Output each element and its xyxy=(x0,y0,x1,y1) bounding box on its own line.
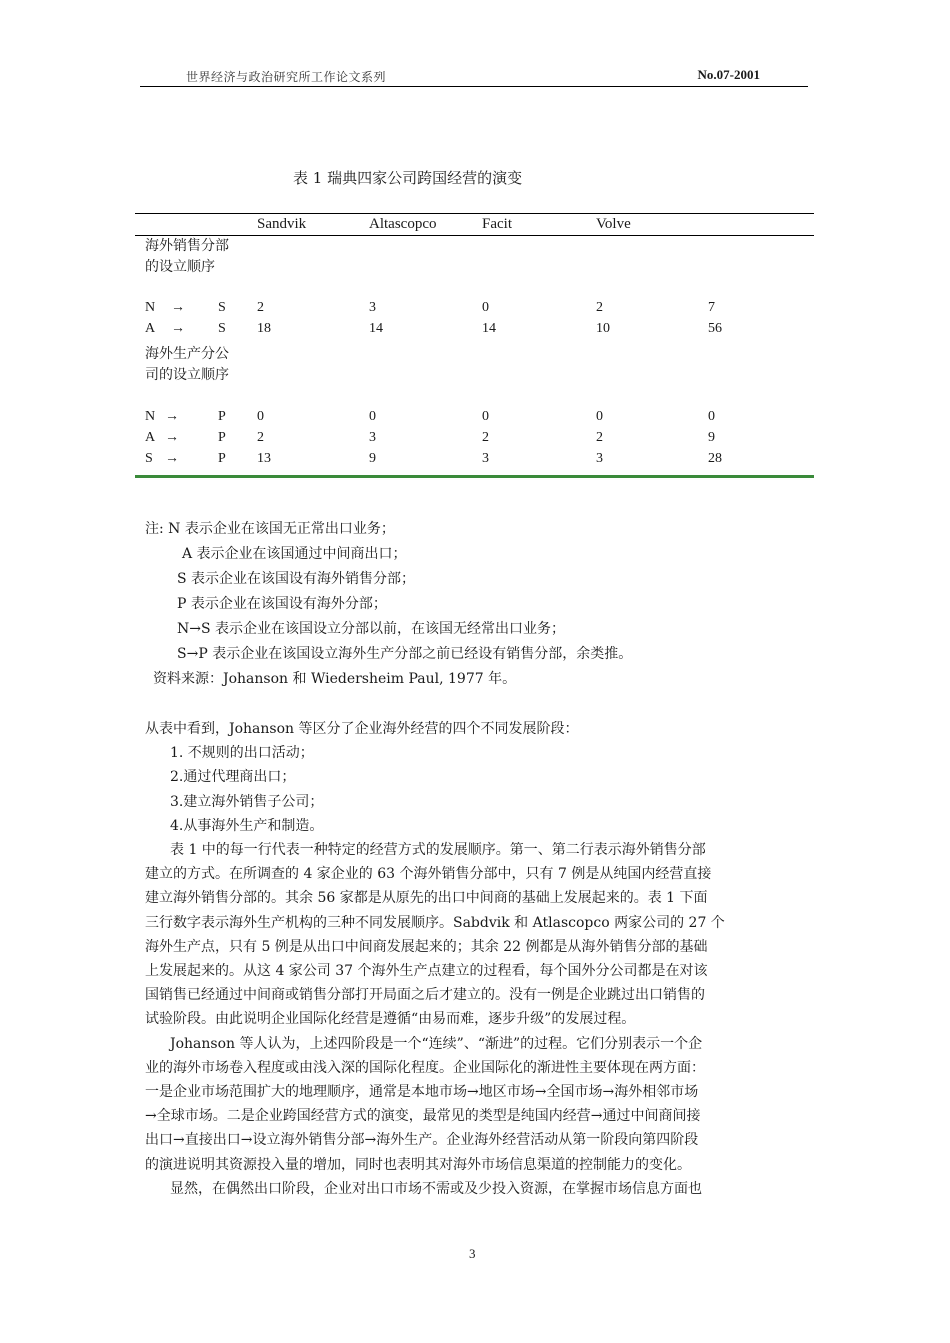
table-cell: 14 xyxy=(369,321,383,336)
paper-number: No.07-2001 xyxy=(697,67,760,82)
column-header: Facit xyxy=(482,216,512,232)
table-caption: 表 1 瑞典四家公司跨国经营的演变 xyxy=(293,169,523,187)
note-line: A 表示企业在该国通过中间商出口； xyxy=(182,546,407,562)
list-item: 3.建立海外销售子公司； xyxy=(170,793,324,810)
table-cell: 3 xyxy=(369,430,376,445)
row-to: P xyxy=(218,409,226,424)
table-cell: 0 xyxy=(369,409,376,424)
text-line: Johanson 等人认为，上述四阶段是一个“连续”、“渐进”的过程。它们分别表示一个企 xyxy=(170,1035,703,1052)
row-from: S xyxy=(145,451,153,466)
table-cell: 3 xyxy=(482,451,489,466)
text-line: 三行数字表示海外生产机构的三种不同发展顺序。Sabdvik 和 Atlascopco 两家公司的 27 个 xyxy=(145,914,725,931)
table-cell: 10 xyxy=(596,321,610,336)
row-arrow: → xyxy=(171,321,185,336)
series-title: 世界经济与政治研究所工作论文系列 xyxy=(186,70,387,84)
table-row xyxy=(145,300,845,321)
row-group-label: 海外生产分公司的设立顺序 xyxy=(145,346,229,383)
column-header: Volve xyxy=(596,216,631,232)
row-from: A xyxy=(145,321,156,336)
text-line: 从表中看到，Johanson 等区分了企业海外经营的四个不同发展阶段： xyxy=(145,721,579,737)
table-cell: 2 xyxy=(257,300,264,315)
row-to: S xyxy=(218,321,226,336)
table-cell: 14 xyxy=(482,321,496,336)
table-row xyxy=(145,409,845,430)
row-group-label: 海外销售分部的设立顺序 xyxy=(145,238,229,275)
table-header-rule xyxy=(135,235,814,236)
table-cell: 9 xyxy=(708,430,715,445)
table-cell: 3 xyxy=(369,300,376,315)
row-from: N xyxy=(145,300,156,315)
column-header: Sandvik xyxy=(257,216,307,232)
table-top-rule xyxy=(135,213,814,214)
table-cell: 56 xyxy=(708,321,722,336)
row-to: P xyxy=(218,451,226,466)
note-line: S 表示企业在该国设有海外销售分部； xyxy=(177,571,416,587)
text-line: →全球市场。二是企业跨国经营方式的演变，最常见的类型是纯国内经营→通过中间商间接 xyxy=(145,1108,701,1125)
source-line: 资料来源：Johanson 和 Wiedersheim Paul, 1977 年。 xyxy=(153,671,517,687)
table-cell: 0 xyxy=(708,409,715,424)
table-cell: 13 xyxy=(257,451,271,466)
text-line: 建立的方式。在所调查的 4 家企业的 63 个海外销售分部中，只有 7 例是从纯国内经营直接 xyxy=(145,866,712,883)
row-arrow: → xyxy=(165,451,179,466)
table-cell: 18 xyxy=(257,321,271,336)
row-to: P xyxy=(218,430,226,445)
text-line: 试验阶段。由此说明企业国际化经营是遵循“由易而难，逐步升级”的发展过程。 xyxy=(145,1011,636,1028)
table-cell: 0 xyxy=(257,409,264,424)
column-header: Altascopco xyxy=(369,216,437,232)
note-line: S→P 表示企业在该国设立海外生产分部之前已经设有销售分部，余类推。 xyxy=(177,646,633,662)
table-cell: 0 xyxy=(596,409,603,424)
page-number: 3 xyxy=(469,1246,476,1261)
row-arrow: → xyxy=(165,409,179,424)
table-cell: 2 xyxy=(596,300,603,315)
note-line: N→S 表示企业在该国设立分部以前，在该国无经常出口业务； xyxy=(177,621,566,637)
table-cell: 2 xyxy=(257,430,264,445)
body-paragraphs xyxy=(145,717,807,1201)
table-row xyxy=(145,430,845,451)
table-cell: 0 xyxy=(482,300,489,315)
text-line: 的演进说明其资源投入量的增加，同时也表明其对海外市场信息渠道的控制能力的变化。 xyxy=(145,1156,691,1173)
row-arrow: → xyxy=(165,430,179,445)
row-from: N xyxy=(145,409,156,424)
list-item: 2.通过代理商出口； xyxy=(170,769,296,786)
text-line: 显然，在偶然出口阶段，企业对出口市场不需或及少投入资源，在掌握市场信息方面也 xyxy=(170,1180,702,1197)
row-to: S xyxy=(218,300,226,315)
page-header xyxy=(140,66,808,87)
table-row xyxy=(145,321,845,342)
table-cell: 9 xyxy=(369,451,376,466)
text-line: 一是企业市场范围扩大的地理顺序，通常是本地市场→地区市场→全国市场→海外相邻市场 xyxy=(145,1084,699,1101)
table-notes xyxy=(145,517,825,692)
text-line: 海外生产点，只有 5 例是从出口中间商发展起来的；其余 22 例都是从海外销售分部的基础 xyxy=(145,938,708,955)
table-cell: 3 xyxy=(596,451,603,466)
table-cell: 28 xyxy=(708,451,722,466)
note-line: 注: N 表示企业在该国无正常出口业务； xyxy=(145,521,395,537)
list-item: 1. 不规则的出口活动； xyxy=(170,745,314,762)
row-from: A xyxy=(145,430,156,445)
text-line: 国销售已经通过中间商或销售分部打开局面之后才建立的。没有一例是企业跳过出口销售的 xyxy=(145,987,705,1004)
table-cell: 2 xyxy=(482,430,489,445)
table-row xyxy=(145,451,845,472)
table-cell: 7 xyxy=(708,300,715,315)
list-item: 4.从事海外生产和制造。 xyxy=(170,817,324,834)
table-bottom-rule xyxy=(135,475,814,478)
text-line: 出口→直接出口→设立海外销售分部→海外生产。企业海外经营活动从第一阶段向第四阶段 xyxy=(145,1132,699,1149)
text-line: 上发展起来的。从这 4 家公司 37 个海外生产点建立的过程看，每个国外分公司都是在对该 xyxy=(145,963,708,980)
table-cell: 0 xyxy=(482,409,489,424)
text-line: 业的海外市场卷入程度或由浅入深的国际化程度。企业国际化的渐进性主要体现在两方面： xyxy=(145,1059,705,1076)
table-cell: 2 xyxy=(596,430,603,445)
text-line: 建立海外销售分部的。其余 56 家都是从原先的出口中间商的基础上发展起来的。表 1 下面 xyxy=(145,890,708,907)
note-line: P 表示企业在该国设有海外分部； xyxy=(177,596,387,612)
row-arrow: → xyxy=(171,300,185,315)
text-line: 表 1 中的每一行代表一种特定的经营方式的发展顺序。第一、第二行表示海外销售分部 xyxy=(170,842,706,859)
